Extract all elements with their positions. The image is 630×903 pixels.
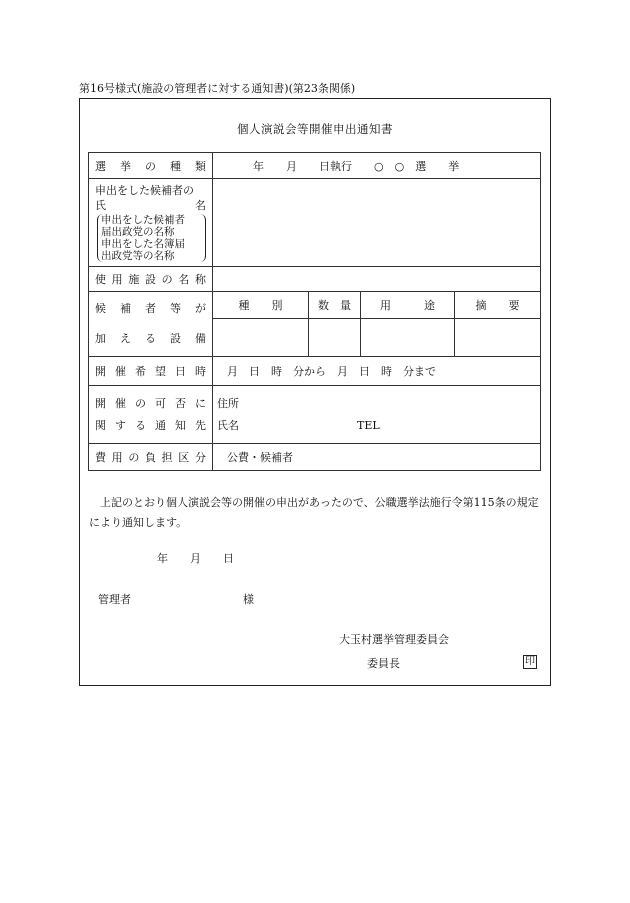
notify-label-line1: 開 催 の 可 否 に bbox=[95, 396, 206, 410]
col-purpose: 用 途 bbox=[361, 292, 455, 319]
col-type: 種 別 bbox=[213, 292, 309, 319]
equipment-purpose-field[interactable] bbox=[361, 319, 455, 357]
row-notify bbox=[89, 386, 541, 444]
col-quantity: 数 量 bbox=[309, 292, 361, 319]
honorific: 様 bbox=[243, 593, 254, 606]
manager-label: 管理者 bbox=[98, 593, 131, 606]
form-reference: 第16号様式(施設の管理者に対する通知書)(第23条関係) bbox=[79, 82, 356, 95]
row-equipment-header bbox=[89, 292, 541, 319]
label-equipment bbox=[89, 292, 213, 357]
application-table bbox=[88, 152, 541, 471]
alt-label-4: 出政党等の名称 bbox=[101, 249, 175, 262]
name-label: 氏名 bbox=[217, 418, 239, 432]
name-line bbox=[217, 415, 534, 437]
row-facility bbox=[89, 267, 541, 292]
alternate-label-bracket bbox=[97, 214, 206, 262]
election-type-label: 選 挙 の 種 類 bbox=[95, 159, 206, 173]
label-datetime bbox=[89, 357, 213, 386]
election-type-value: 年 月 日執行 ○ ○ 選 挙 bbox=[213, 153, 541, 179]
datetime-value: 月 日 時 分から 月 日 時 分まで bbox=[213, 357, 541, 386]
alt-label-3: 申出をした名簿届 bbox=[101, 237, 185, 250]
label-notify bbox=[89, 386, 213, 444]
equipment-type-field[interactable] bbox=[213, 319, 309, 357]
col-summary: 摘 要 bbox=[455, 292, 541, 319]
equipment-summary-field[interactable] bbox=[455, 319, 541, 357]
facility-label: 使 用 施 設 の 名 称 bbox=[95, 273, 206, 286]
datetime-label: 開 催 希 望 日 時 bbox=[95, 365, 206, 378]
notify-label-line2: 関 す る 通 知 先 bbox=[95, 418, 206, 432]
committee-name: 大玉村選挙管理委員会 bbox=[339, 633, 449, 646]
row-election-type bbox=[89, 153, 541, 179]
equipment-label-line2: 加 え る 設 備 bbox=[95, 332, 206, 345]
seal-mark bbox=[523, 654, 537, 669]
equipment-quantity-field[interactable] bbox=[309, 319, 361, 357]
date-line: 年 月 日 bbox=[157, 552, 234, 565]
document-title: 個人演説会等開催申出通知書 bbox=[237, 122, 393, 136]
row-datetime bbox=[89, 357, 541, 386]
facility-field[interactable] bbox=[213, 267, 541, 292]
document-frame bbox=[79, 98, 551, 686]
candidate-label-line2: 氏 名 bbox=[95, 198, 206, 212]
candidate-name-field[interactable] bbox=[213, 179, 541, 267]
notice-body: 上記のとおり個人演説会等の開催の申出があったので、公職選挙法施行令第115条の規定により通知します。 bbox=[89, 496, 539, 529]
notify-field[interactable] bbox=[213, 386, 541, 444]
tel-label: TEL bbox=[357, 418, 380, 432]
label-cost bbox=[89, 444, 213, 471]
label-facility bbox=[89, 267, 213, 292]
label-candidate-name bbox=[89, 179, 213, 267]
chair-label: 委員長 bbox=[367, 657, 400, 670]
cost-value: 公費・候補者 bbox=[213, 444, 541, 471]
equipment-label-line1: 候 補 者 等 が bbox=[95, 302, 206, 315]
seal-icon: 印 bbox=[525, 656, 535, 667]
row-cost bbox=[89, 444, 541, 471]
cost-label: 費 用 の 負 担 区 分 bbox=[95, 451, 206, 464]
address-label: 住所 bbox=[217, 396, 239, 410]
candidate-label-line1: 申出をした候補者の bbox=[95, 183, 194, 197]
row-candidate-name bbox=[89, 179, 541, 267]
alt-label-2: 届出政党の名称 bbox=[101, 225, 175, 238]
alt-label-1: 申出をした候補者 bbox=[101, 213, 185, 226]
label-election-type bbox=[89, 153, 213, 179]
